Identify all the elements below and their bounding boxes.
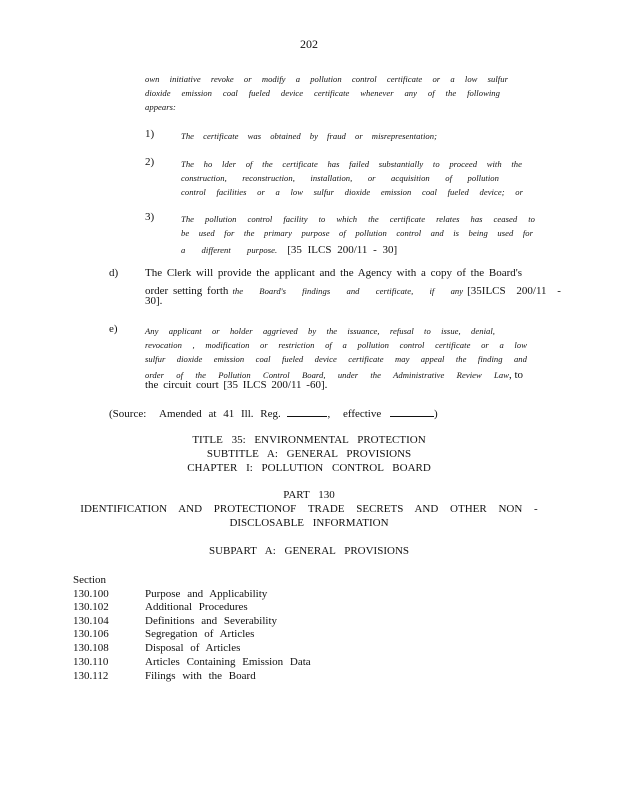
item-2-line-1: The ho lder of the certificate has failed substantially to proceed with the (181, 159, 522, 169)
para-d-line-2-cite: [35ILCS 200/11 - (467, 285, 561, 297)
source-effective: effective (342, 408, 382, 420)
toc-section-number: 130.112 (73, 670, 109, 682)
para-d-label: d) (109, 267, 119, 279)
toc-row (73, 670, 256, 682)
intro-line-3: appears: (145, 102, 176, 112)
para-e-line-5: the circuit court [35 ILCS 200/11 -60]. (145, 379, 328, 391)
toc-section-title: Disposal of Articles (145, 642, 241, 654)
reg-number-blank (287, 407, 327, 417)
source-close: ) (434, 408, 438, 420)
toc-row (73, 615, 278, 627)
intro-line-1: own initiative revoke or modify a pollution control certificate or a low sulfur (145, 74, 508, 84)
para-e-line-3: sulfur dioxide emission coal fueled device certificate may appeal the finding and (145, 354, 527, 364)
toc-section-title: Segregation of Articles (145, 628, 255, 640)
para-e-label: e) (109, 323, 118, 335)
toc-section-number: 130.108 (73, 642, 109, 654)
item-2-number: 2) (145, 156, 155, 168)
para-d-line-3: 30]. (145, 295, 163, 307)
title-heading: TITLE 35: ENVIRONMENTAL PROTECTION (192, 434, 426, 446)
toc-section-number: 130.110 (73, 656, 109, 668)
item-2-line-2: construction, reconstruction, installation, or acquisition of pollution (181, 173, 499, 183)
toc-row (73, 656, 311, 668)
toc-section-title: Definitions and Severability (145, 615, 278, 627)
toc-header: Section (73, 574, 106, 586)
toc-row (73, 588, 268, 600)
item-1-line-1: The certificate was obtained by fraud or misrepresentation; (181, 131, 437, 141)
subpart-heading: SUBPART A: GENERAL PROVISIONS (209, 545, 409, 557)
item-3-line-3: a different purpose. (181, 245, 278, 255)
item-3-line-1: The pollution control facility to which the certificate relates has ceased to (181, 214, 535, 224)
source-comma: , (327, 408, 331, 420)
toc-row (73, 642, 241, 654)
source-prefix: (Source: (109, 408, 147, 420)
item-3-line-2: be used for the primary purpose of pollution control and is being used for (181, 228, 533, 238)
para-d-line-2-italic: the Board's findings and certificate, if any (232, 286, 464, 296)
toc-section-title: Purpose and Applicability (145, 588, 268, 600)
subtitle-heading: SUBTITLE A: GENERAL PROVISIONS (206, 448, 412, 460)
toc-section-number: 130.104 (73, 615, 109, 627)
para-e-line-2: revocation , modification or restriction of a pollution control certificate or a low (145, 340, 527, 350)
toc-row (73, 601, 248, 613)
toc-row (73, 628, 255, 640)
para-d-line-2 (145, 281, 561, 299)
chapter-heading: CHAPTER I: POLLUTION CONTROL BOARD (187, 462, 431, 474)
page-number: 202 (300, 37, 318, 51)
toc-section-number: 130.102 (73, 601, 109, 613)
para-d-line-1: The Clerk will provide the applicant and the Agency with a copy of the Board's (145, 267, 522, 279)
toc-section-title: Articles Containing Emission Data (145, 656, 311, 668)
para-d-line-2-roman: order setting forth (145, 285, 229, 297)
toc-section-number: 130.106 (73, 628, 109, 640)
intro-line-2: dioxide emission coal fueled device certificate whenever any of the following (145, 88, 500, 98)
toc-section-number: 130.100 (73, 588, 109, 600)
item-1-number: 1) (145, 128, 155, 140)
para-e-line-1: Any applicant or holder aggrieved by the issuance, refusal to issue, denial, (145, 326, 495, 336)
part-name-line-2: DISCLOSABLE INFORMATION (229, 517, 389, 529)
part-name-line-1: IDENTIFICATION AND PROTECTIONOF TRADE SECRETS AND OTHER NON - (80, 503, 538, 515)
toc-section-title: Additional Procedures (145, 601, 248, 613)
effective-date-blank (390, 407, 434, 417)
para-e-line-4: order of the Pollution Control Board, under the Administrative Review Law (145, 370, 509, 380)
para-e-line-4-tail: , to (509, 369, 524, 381)
toc-section-title: Filings with the Board (145, 670, 256, 682)
item-2-line-3: control facilities or a low sulfur dioxide emission coal fueled device; or (181, 187, 523, 197)
source-note (109, 407, 438, 420)
item-3-number: 3) (145, 211, 155, 223)
source-amended: Amended at 41 Ill. Reg. (159, 408, 281, 420)
part-heading: PART 130 (283, 489, 335, 501)
item-3-citation: [35 ILCS 200/11 - 30] (287, 244, 398, 256)
